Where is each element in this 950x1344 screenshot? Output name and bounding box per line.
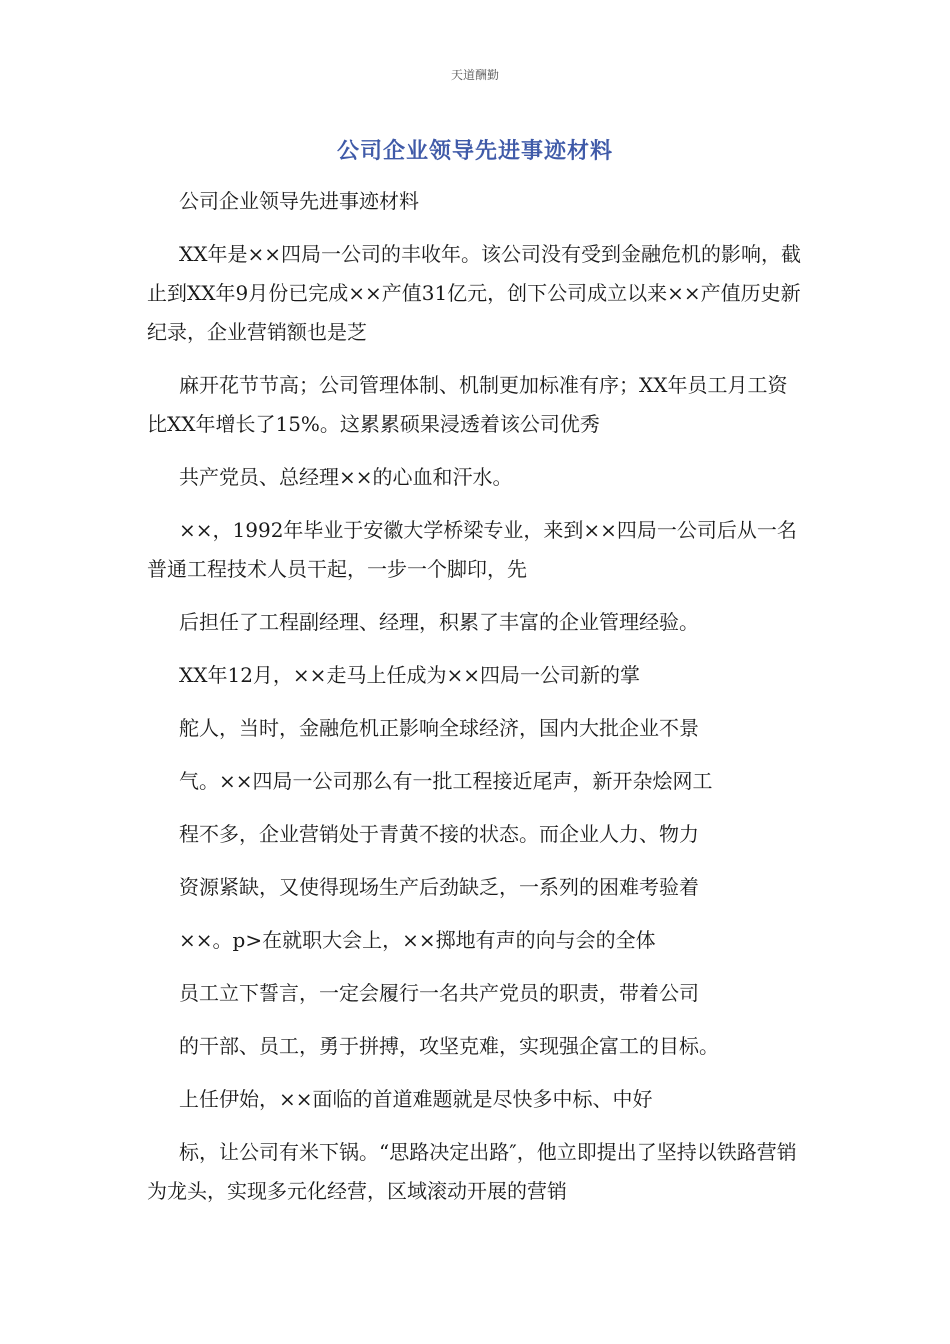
document-body — [147, 182, 807, 1225]
paragraph: 共产党员、总经理××的心血和汗水。 — [179, 465, 513, 489]
paragraph: 的干部、员工，勇于拼搏，攻坚克难，实现强企富工的目标。 — [179, 1034, 719, 1058]
paragraph: 舵人，当时，金融危机正影响全球经济，国内大批企业不景 — [179, 716, 699, 740]
paragraph: XX年是××四局一公司的丰收年。该公司没有受到金融危机的影响，截止到XX年9月份已完成××产值31亿元，创下公司成立以来××产值历史新纪录，企业营销额也是芝 — [147, 242, 801, 344]
running-header: 天道酬勤 — [450, 68, 499, 82]
paragraph: 上任伊始，××面临的首道难题就是尽快多中标、中好 — [179, 1087, 653, 1111]
paragraph: 资源紧缺，又使得现场生产后劲缺乏，一系列的困难考验着 — [179, 875, 699, 899]
document-title: 公司企业领导先进事迹材料 — [336, 139, 613, 164]
paragraph: 程不多，企业营销处于青黄不接的状态。而企业人力、物力 — [179, 822, 699, 846]
paragraph: XX年12月，××走马上任成为××四局一公司新的掌 — [179, 663, 640, 687]
paragraph: 麻开花节节高；公司管理体制、机制更加标准有序；XX年员工月工资比XX年增长了15%。这累累硕果浸透着该公司优秀 — [147, 373, 788, 436]
paragraph: 公司企业领导先进事迹材料 — [179, 189, 419, 213]
paragraph: 后担任了工程副经理、经理，积累了丰富的企业管理经验。 — [179, 610, 699, 634]
paragraph: ××。p>在就职大会上，××掷地有声的向与会的全体 — [179, 928, 656, 952]
paragraph: 员工立下誓言，一定会履行一名共产党员的职责，带着公司 — [179, 981, 699, 1005]
paragraph: 气。××四局一公司那么有一批工程接近尾声，新开杂烩网工 — [179, 769, 713, 793]
paragraph: ××，1992年毕业于安徽大学桥梁专业，来到××四局一公司后从一名普通工程技术人员干起，一步一个脚印，先 — [147, 518, 797, 581]
paragraph: 标，让公司有米下锅。“思路决定出路″，他立即提出了坚持以铁路营销为龙头，实现多元化经营，区域滚动开展的营销 — [147, 1140, 797, 1203]
